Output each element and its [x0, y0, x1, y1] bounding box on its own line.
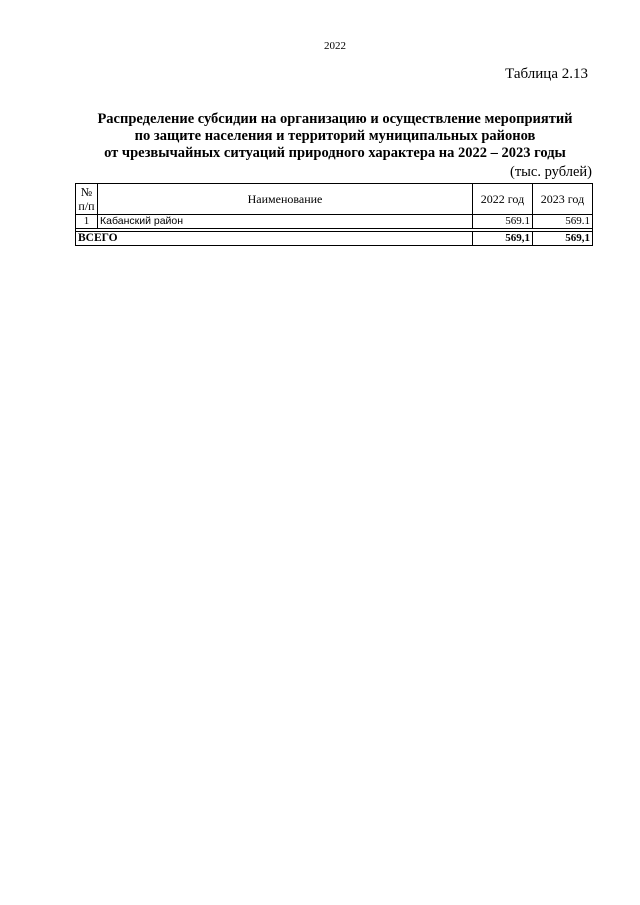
- table-label: Таблица 2.13: [505, 66, 588, 82]
- page-number: 2022: [324, 40, 346, 52]
- table-header-row: [76, 184, 593, 215]
- row-number: 1: [76, 215, 98, 229]
- header-number: [76, 184, 98, 215]
- header-year-2022: 2022 год: [473, 184, 533, 215]
- header-number-line-2: п/п: [78, 199, 95, 213]
- row-value-2022: 569.1: [473, 215, 533, 229]
- total-value-2023: 569,1: [533, 232, 593, 246]
- units-label: (тыс. рублей): [510, 164, 592, 180]
- row-value-2023: 569.1: [533, 215, 593, 229]
- document-title: [0, 111, 640, 162]
- table-row: [76, 215, 593, 229]
- header-number-line-1: №: [80, 185, 93, 199]
- total-row: [76, 232, 593, 246]
- total-value-2022: 569,1: [473, 232, 533, 246]
- header-name: Наименование: [98, 184, 473, 215]
- row-name: Кабанский район: [98, 215, 473, 229]
- subsidy-table: [75, 183, 593, 246]
- title-line-1: Распределение субсидии на организацию и осуществление мероприятий: [97, 111, 573, 127]
- header-year-2023: 2023 год: [533, 184, 593, 215]
- total-label: ВСЕГО: [76, 232, 473, 246]
- title-line-3: от чрезвычайных ситуаций природного характера на 2022 – 2023 годы: [104, 145, 566, 161]
- title-line-2: по защите населения и территорий муниципальных районов: [134, 128, 536, 144]
